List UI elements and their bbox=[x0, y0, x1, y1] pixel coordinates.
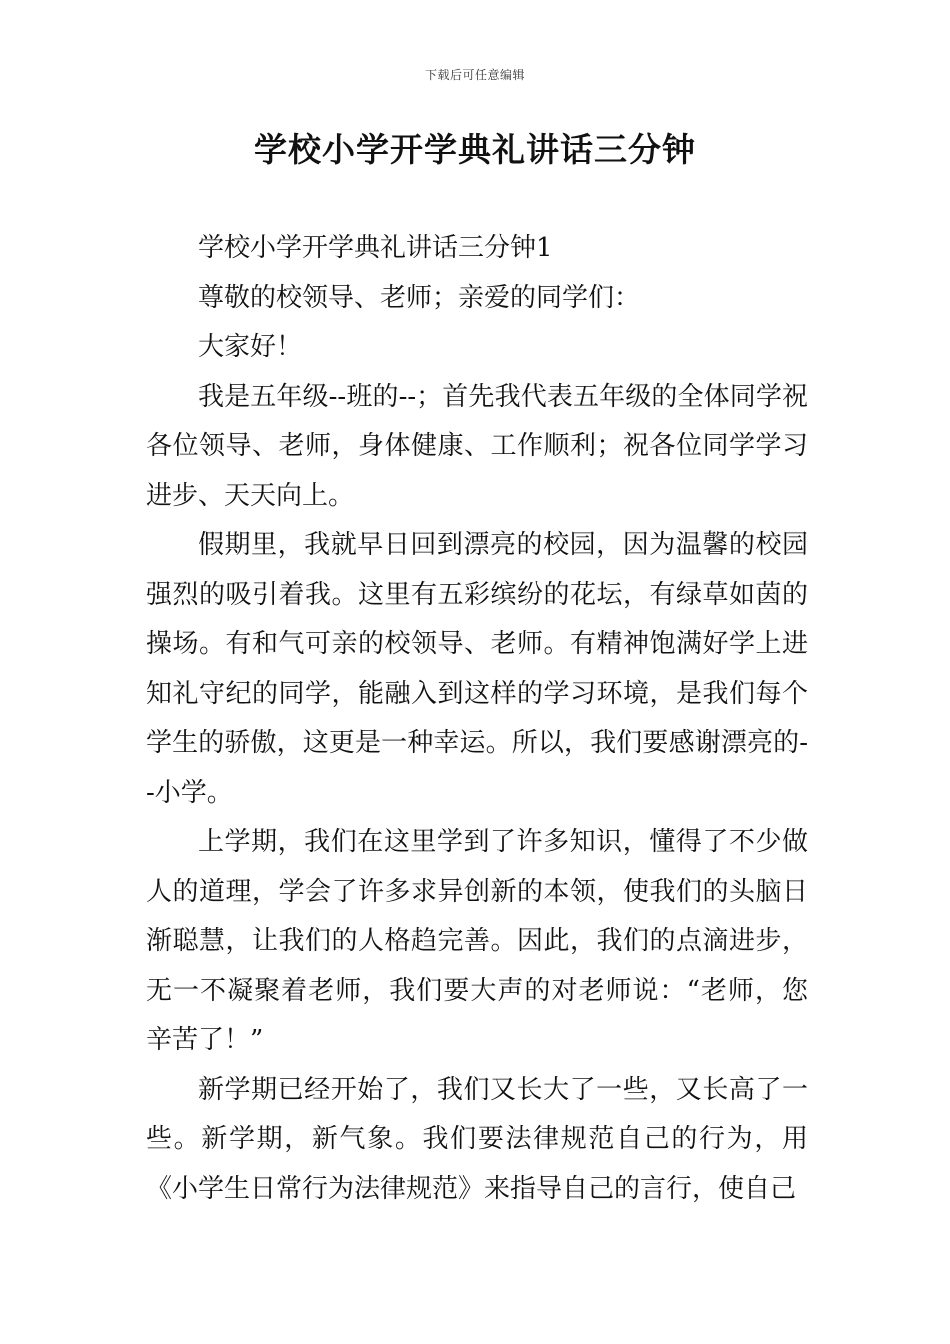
paragraph-greeting: 大家好！ bbox=[198, 332, 303, 362]
paragraph-new-semester: 新学期已经开始了，我们又长大了一些，又长高了一些。新学期，新气象。我们要法律规范自己的行为，用《小学生日常行为法律规范》来指导自己的言行，使自己 bbox=[146, 1074, 808, 1204]
paragraph-subtitle: 学校小学开学典礼讲话三分钟1 bbox=[198, 233, 553, 263]
header-note: 下载后可任意编辑 bbox=[424, 68, 525, 82]
paragraph-introduction: 我是五年级--班的--；首先我代表五年级的全体同学祝各位领导、老师，身体健康、工作顺利；祝各位同学学习进步、天天向上。 bbox=[146, 381, 808, 511]
document-body bbox=[146, 224, 808, 1214]
paragraph-holiday: 假期里，我就早日回到漂亮的校园，因为温馨的校园强烈的吸引着我。这里有五彩缤纷的花坛，有绿草如茵的操场。有和气可亲的校领导、老师。有精神饱满好学上进知礼守纪的同学，能融入到这样的学习环境，是我们每个学生的骄傲，这更是一种幸运。所以，我们要感谢漂亮的--小学。 bbox=[146, 530, 808, 808]
document-title: 学校小学开学典礼讲话三分钟 bbox=[254, 130, 696, 169]
paragraph-last-semester: 上学期，我们在这里学到了许多知识，懂得了不少做人的道理，学会了许多求异创新的本领，使我们的头脑日渐聪慧，让我们的人格趋完善。因此，我们的点滴进步，无一不凝聚着老师，我们要大声的对老师说：“老师，您辛苦了！” bbox=[146, 827, 808, 1055]
paragraph-salutation: 尊敬的校领导、老师；亲爱的同学们： bbox=[198, 282, 641, 313]
